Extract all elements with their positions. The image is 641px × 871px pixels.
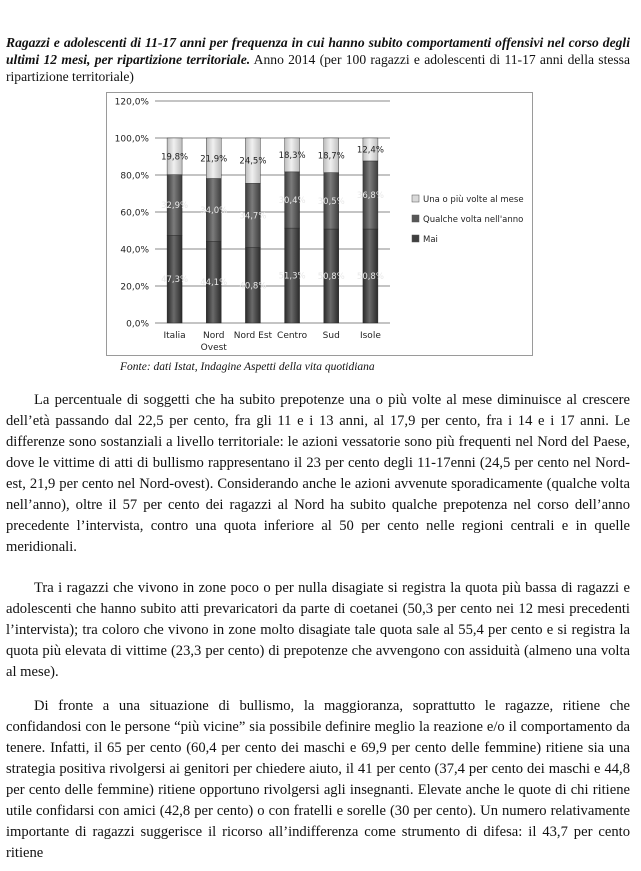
y-tick-label: 0,0% — [126, 319, 149, 330]
legend-swatch — [412, 235, 419, 242]
x-category-label: Isole — [359, 331, 381, 341]
data-label: 34,0% — [200, 205, 228, 216]
y-tick-label: 80,0% — [120, 171, 149, 182]
legend-swatch — [412, 195, 419, 202]
chart-frame — [106, 92, 533, 356]
data-label: 34,7% — [239, 211, 267, 222]
paragraph-3: Di fronte a una situazione di bullismo, la maggioranza, soprattutto le ragazze, ritiene che confidandosi con le persone “più vicine” sia possibile definire meglio la reazione e/o il comportamento da tenere. Infatti, il 65 per cento (60,4 per cento dei maschi e 69,9 per cento delle femmine) ritiene sia una strategia positiva rivolgersi ai genitori per chiedere aiuto, il 41 per cento (37,4 per cento dei maschi e 44,8 per cento delle femmine) ritiene opportuno rivolgersi agli insegnanti. Elevate anche le quote di chi ritiene utile confidarsi con amici (42,8 per cento) o con fratelli e sorelle (30 per cento). Un numero relativamente importante di ragazzi suggerisce il ricorso all’indifferenza come strumento di difesa: il 43,7 per cento ritiene — [6, 698, 630, 861]
data-label: 19,8% — [161, 152, 189, 163]
data-label: 30,5% — [317, 196, 345, 207]
data-label: 24,5% — [239, 156, 267, 167]
paragraph-2: Tra i ragazzi che vivono in zone poco o per nulla disagiate si registra la quota più bassa di ragazzi e adolescenti che hanno subito atti prevaricatori da parte di coetanei (50,3 per cento nei 12 mesi precedenti l’intervista); tra coloro che vivono in zone molto disagiate tale quota sale al 55,4 per cento e si registra la quota più elevata di vittime (23,3 per cento) di prepotenze che avvengono con assiduità (almeno una volta al mese). — [6, 580, 630, 680]
data-label: 21,9% — [200, 154, 228, 165]
legend-label: Qualche volta nell'anno — [423, 215, 524, 225]
figure-source: Fonte: dati Istat, Indagine Aspetti della vita quotidiana — [120, 361, 375, 373]
figure-caption — [6, 34, 630, 85]
x-category-label: Ovest — [200, 343, 227, 353]
y-tick-label: 60,0% — [120, 208, 149, 219]
paragraph-1: La percentuale di soggetti che ha subito prepotenze una o più volte al mese diminuisce al crescere dell’età passando dal 22,5 per cento, fra gli 11 e i 13 anni, al 17,9 per cento, fra i 14 e i 17 anni. Le differenze sono sostanziali a livello territoriale: le azioni vessatorie sono più frequenti nel Nord del Paese, dove le vittime di atti di bullismo rappresentano il 23 per cento degli 11-17enni (24,5 per cento nel Nord-est, 21,9 per cento nel Nord-ovest). Considerando anche le azioni avvenute sporadicamente (qualche volta nell’anno), oltre il 57 per cento dei ragazzi al Nord ha subito qualche prepotenza nel corso dell’anno precedente l’intervista, contro una quota inferiore al 50 per cento nelle regioni centrali e in quelle meridionali. — [6, 392, 630, 555]
x-category-label: Centro — [277, 331, 308, 341]
legend-label: Una o più volte al mese — [423, 195, 524, 205]
stacked-bar-chart — [107, 93, 532, 355]
data-label: 50,8% — [356, 272, 384, 283]
data-label: 18,3% — [278, 150, 306, 161]
data-label: 30,4% — [278, 195, 306, 206]
data-label: 50,8% — [317, 272, 345, 283]
x-category-label: Italia — [163, 331, 186, 341]
caption-subtitle: Anno 2014 (per 100 ragazzi e adolescenti di 11-17 anni della stessa ripartizione territoriale) — [6, 52, 630, 84]
data-label: 44,1% — [200, 278, 228, 289]
data-label: 32,9% — [161, 201, 189, 212]
data-label: 40,8% — [239, 281, 267, 292]
x-category-label: Nord Est — [233, 331, 273, 341]
y-tick-label: 40,0% — [120, 245, 149, 256]
data-label: 51,3% — [278, 271, 306, 282]
data-label: 47,3% — [161, 275, 189, 286]
y-tick-label: 20,0% — [120, 282, 149, 293]
data-label: 36,8% — [356, 190, 384, 201]
legend-swatch — [412, 215, 419, 222]
x-category-label: Sud — [322, 331, 340, 341]
y-tick-label: 120,0% — [114, 97, 149, 108]
x-category-label: Nord — [203, 331, 225, 341]
data-label: 12,4% — [356, 145, 384, 156]
data-label: 18,7% — [317, 151, 345, 162]
caption-title: Ragazzi e adolescenti di 11-17 anni per frequenza in cui hanno subito comportamenti offensivi nel corso degli ultimi 12 mesi, per ripartizione territoriale. — [6, 35, 630, 67]
legend-label: Mai — [423, 235, 438, 245]
y-tick-label: 100,0% — [114, 134, 149, 145]
